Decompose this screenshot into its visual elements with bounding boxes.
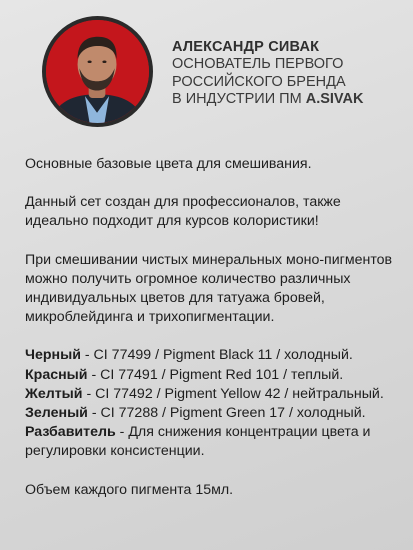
pigment-item [25, 367, 343, 383]
author-role-text: В ИНДУСТРИИ ПМ [172, 91, 306, 107]
paragraph-mixing: При смешивании чистых минеральных моно-пигментов можно получить огромное количество различных индивидуальных цветов для татуажа бровей, микроблейдинга и трихопигментации. [25, 251, 393, 326]
pigment-desc: - CI 77499 / Pigment Black 11 / холодный. [80, 347, 353, 364]
pigment-name: Красный [25, 366, 88, 383]
pigment-item [25, 386, 384, 402]
pigment-list [25, 346, 397, 461]
pigment-name: Разбавитель [25, 424, 116, 441]
pigment-name: Зеленый [25, 405, 88, 422]
brand-name: A.SIVAK [305, 91, 364, 107]
intro-text: Основные базовые цвета для смешивания. [25, 156, 312, 172]
author-name: АЛЕКСАНДР СИВАК [172, 39, 320, 55]
pigment-name: Желтый [25, 385, 83, 402]
author-role-line-1: ОСНОВАТЕЛЬ ПЕРВОГО [172, 56, 344, 72]
author-role-line-2: РОССИЙСКОГО БРЕНДА [172, 73, 346, 90]
pigment-item [25, 424, 370, 459]
description [25, 155, 397, 519]
pigment-name: Черный [25, 347, 81, 364]
pigment-item [25, 405, 366, 421]
pigment-desc: - CI 77288 / Pigment Green 17 / холодный. [87, 405, 366, 422]
paragraph-professionals: Данный сет создан для профессионалов, также идеально подходит для курсов колористики! [25, 194, 341, 230]
pigment-desc: - Для снижения концентрации цвета и регулировки консистенции. [25, 424, 371, 460]
author-header [0, 0, 413, 140]
pigment-desc: - CI 77492 / Pigment Yellow 42 / нейтральный. [82, 385, 384, 402]
pigment-item [25, 347, 353, 363]
pigment-desc: - CI 77491 / Pigment Red 101 / теплый. [87, 366, 344, 383]
author-photo-icon [46, 20, 149, 123]
volume-text: Объем каждого пигмента 15мл. [25, 481, 234, 498]
author-info [172, 38, 407, 109]
avatar [42, 16, 153, 127]
author-role-line-3 [172, 91, 407, 109]
